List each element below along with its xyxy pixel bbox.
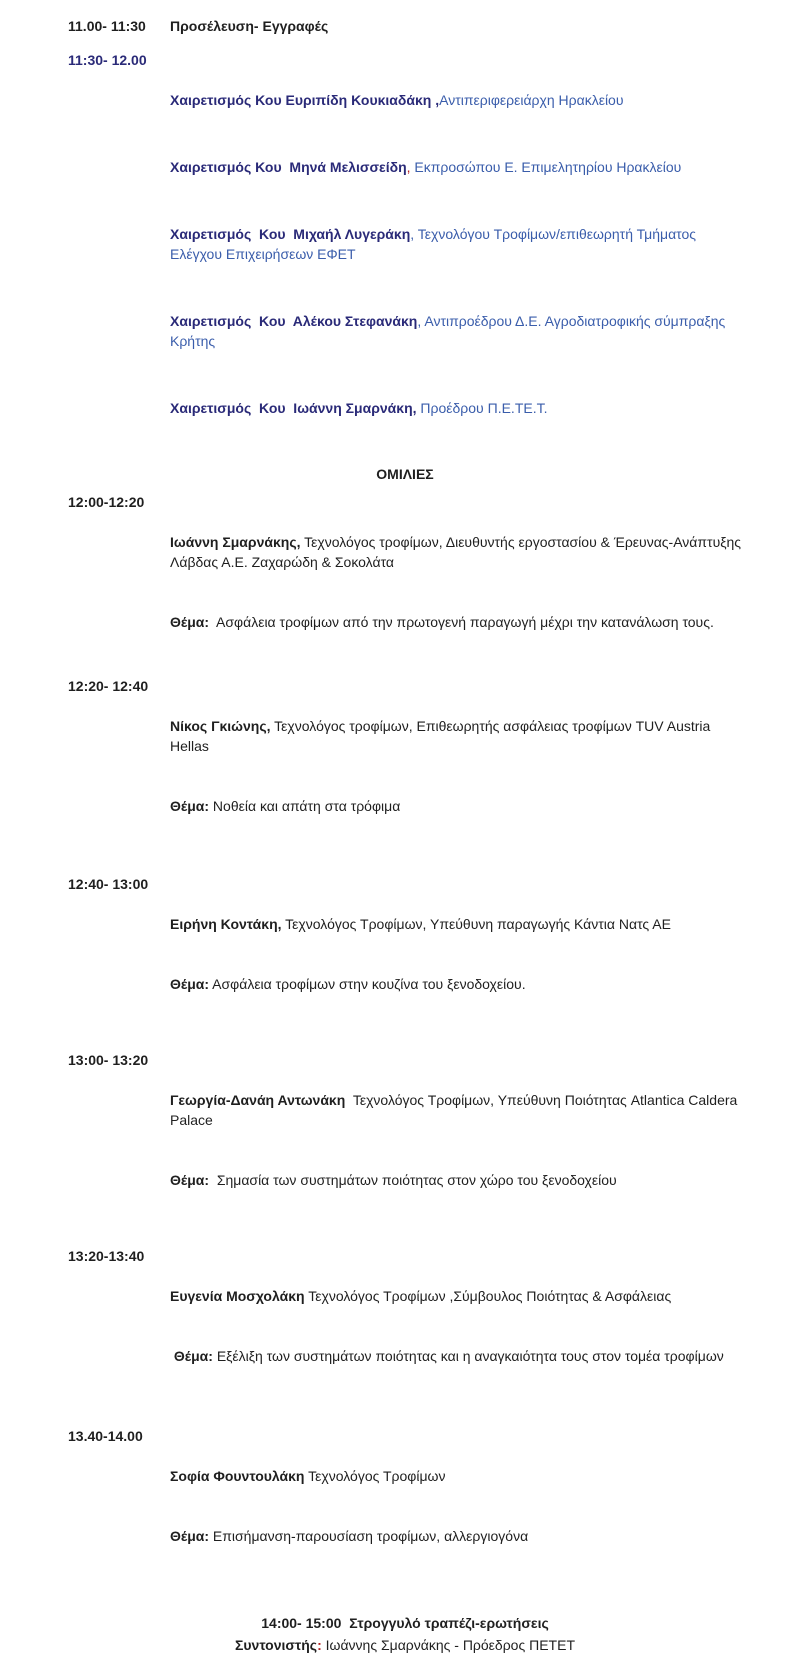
talk-speaker-line bbox=[170, 914, 742, 934]
moderator-name: Ιωάννης Σμαρνάκης - Πρόεδρος ΠΕΤΕΤ bbox=[321, 1637, 575, 1653]
talk-row bbox=[68, 676, 742, 856]
talk-speaker-role: Τεχνολόγος Τροφίμων, Υπεύθυνη Ποιότητας Atlantica Caldera Palace bbox=[170, 1092, 742, 1128]
greeting-name: Χαιρετισμός Κου Ιωάννη Σμαρνάκη, bbox=[170, 400, 417, 416]
roundtable-title: 14:00- 15:00 Στρογγυλό τραπέζι-ερωτήσεις bbox=[261, 1615, 549, 1631]
talk-speaker-role: Τεχνολόγος Τροφίμων ,Σύμβουλος Ποιότητας & Ασφάλειας bbox=[304, 1288, 672, 1304]
greeting-role: Εκπροσώπου Ε. Επιμελητηρίου Ηρακλείου bbox=[410, 159, 682, 175]
greeting-item bbox=[170, 90, 742, 110]
theme-label: Θέμα: bbox=[170, 614, 210, 630]
talk-theme-line bbox=[170, 974, 742, 994]
talk-speaker: Ιωάννη Σμαρνάκης, bbox=[170, 534, 301, 550]
talk-row bbox=[68, 874, 742, 1034]
talk-theme-line bbox=[170, 796, 742, 816]
theme-text: Ασφάλεια τροφίμων από την πρωτογενή παραγωγή μέχρι την κατανάλωση τους. bbox=[209, 614, 714, 630]
talk-time: 12:40- 13:00 bbox=[68, 876, 149, 892]
theme-text: Νοθεία και απάτη στα τρόφιμα bbox=[209, 798, 401, 814]
theme-label: Θέμα: bbox=[170, 976, 210, 992]
greeting-role: , Τεχνολόγου Τροφίμων/επιθεωρητή Τμήματος Ελέγχου Επιχειρήσεων ΕΦΕΤ bbox=[170, 226, 700, 262]
theme-label: Θέμα: bbox=[170, 798, 210, 814]
talk-speaker-line bbox=[170, 1090, 742, 1130]
greeting-role: , Αντιπροέδρου Δ.Ε. Αγροδιατροφικής σύμπραξης Κρήτης bbox=[170, 313, 730, 349]
talk-speaker: Σοφία Φουντουλάκη bbox=[170, 1468, 305, 1484]
moderator-label: Συντονιστής bbox=[234, 1637, 318, 1653]
greetings-list bbox=[170, 50, 742, 458]
talk-theme-line bbox=[170, 1346, 742, 1366]
talk-time: 13:20-13:40 bbox=[68, 1248, 145, 1264]
theme-label: Θέμα: bbox=[170, 1348, 213, 1364]
greeting-name: Χαιρετισμός Κου Μιχαήλ Λυγεράκη bbox=[170, 226, 411, 242]
greeting-item bbox=[170, 224, 742, 264]
talk-theme-line bbox=[170, 1170, 742, 1190]
talk-theme-line bbox=[170, 1526, 742, 1546]
talk-speaker-role: Τεχνολόγος τροφίμων, Διευθυντής εργοστασίου & Έρευνας-Ανάπτυξης Λάβδας Α.Ε. Ζαχαρώδη & Σοκολάτα bbox=[170, 534, 745, 570]
schedule-row-greetings bbox=[68, 50, 742, 458]
roundtable-moderator-line bbox=[68, 1634, 742, 1656]
greeting-item bbox=[170, 311, 742, 351]
talk-theme-line bbox=[170, 612, 742, 632]
talk-row bbox=[68, 1426, 742, 1586]
talk-time: 12:00-12:20 bbox=[68, 494, 145, 510]
talk-speaker-line bbox=[170, 1466, 742, 1486]
greetings-time: 11:30- 12.00 bbox=[68, 52, 147, 68]
greeting-role: Προέδρου Π.Ε.ΤΕ.Τ. bbox=[416, 400, 548, 416]
talk-speaker-line bbox=[170, 1286, 742, 1306]
talk-speaker-role: Τεχνολόγος Τροφίμων bbox=[304, 1468, 446, 1484]
theme-text: Ασφάλεια τροφίμων στην κουζίνα του ξενοδοχείου. bbox=[209, 976, 526, 992]
talk-speaker-line bbox=[170, 532, 745, 572]
talk-time: 12:20- 12:40 bbox=[68, 678, 149, 694]
talk-row bbox=[68, 1050, 742, 1230]
greeting-name: Χαιρετισμός Κου Αλέκου Στεφανάκη bbox=[170, 313, 418, 329]
theme-text: Εξέλιξη των συστημάτων ποιότητας και η αναγκαιότητα τους στον τομέα τροφίμων bbox=[212, 1348, 724, 1364]
talk-row bbox=[68, 492, 745, 672]
greeting-punct: , bbox=[406, 159, 411, 175]
talks-section-header: ΟΜΙΛΙΕΣ bbox=[376, 466, 434, 482]
moderator-colon: : bbox=[317, 1637, 322, 1653]
talk-speaker-role: Τεχνολόγος Τροφίμων, Υπεύθυνη παραγωγής Κάντια Νατς ΑΕ bbox=[281, 916, 671, 932]
talk-speaker: Νίκος Γκιώνης, bbox=[170, 718, 271, 734]
talk-time: 13.40-14.00 bbox=[68, 1428, 143, 1444]
talk-speaker: Γεωργία-Δανάη Αντωνάκη bbox=[170, 1092, 346, 1108]
theme-text: Επισήμανση-παρουσίαση τροφίμων, αλλεργιογόνα bbox=[209, 1528, 529, 1544]
greeting-item bbox=[170, 157, 742, 177]
greeting-role: Αντιπεριφερειάρχη Ηρακλείου bbox=[439, 92, 624, 108]
schedule-row-registration bbox=[68, 16, 742, 36]
talk-speaker-role: Τεχνολόγος τροφίμων, Επιθεωρητής ασφάλειας τροφίμων TUV Austria Hellas bbox=[170, 718, 715, 754]
theme-label: Θέμα: bbox=[170, 1172, 210, 1188]
talk-speaker: Ειρήνη Κοντάκη, bbox=[170, 916, 282, 932]
greeting-name: Χαιρετισμός Κου Ευριπίδη Κουκιαδάκη , bbox=[170, 92, 440, 108]
registration-time: 11.00- 11:30 bbox=[68, 18, 146, 34]
talk-speaker-line bbox=[170, 716, 742, 756]
registration-title: Προσέλευση- Εγγραφές bbox=[170, 18, 329, 34]
talk-row bbox=[68, 1246, 742, 1406]
greeting-name: Χαιρετισμός Κου Μηνά Μελισσείδη bbox=[170, 159, 407, 175]
roundtable-section bbox=[68, 1612, 742, 1656]
greeting-item bbox=[170, 398, 742, 418]
talk-time: 13:00- 13:20 bbox=[68, 1052, 149, 1068]
talk-speaker: Ευγενία Μοσχολάκη bbox=[170, 1288, 305, 1304]
theme-text: Σημασία των συστημάτων ποιότητας στον χώρο του ξενοδοχείου bbox=[209, 1172, 617, 1188]
theme-label: Θέμα: bbox=[170, 1528, 210, 1544]
